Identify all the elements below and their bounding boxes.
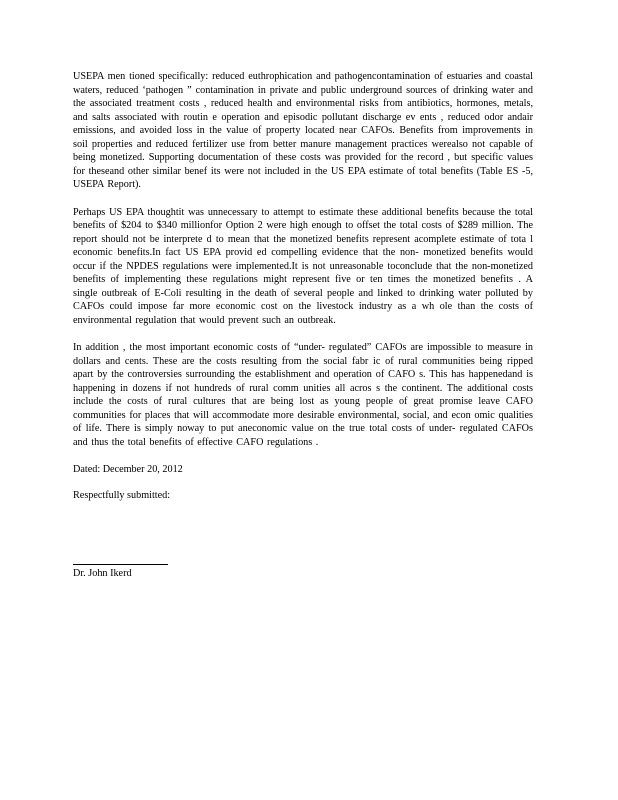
date-line: Dated: December 20, 2012 [73,464,183,475]
document-page [73,70,533,581]
signature-name: Dr. John Ikerd [73,568,132,579]
closing-line: Respectfully submitted: [73,489,171,501]
paragraph-usepa-benefits: USEPA men tioned specifically: reduced euthrophication and pathogencontamination of estuaries and coastal waters, reduced ‘pathogen ” contamination in private and public underground sources of drinking water and the associated treatment costs , reduced health and environmental risks from antibiotics, hormones, metals, and salts associated with routin e operation and episodic pollutant discharge ev ents , reduced odor andair emissions, and avoided loss in the value of property located near CAFOs. Benefits from improvements in soil properties and reduced fertilizer use from better manure management practices werealso not capable of being monetized. Supporting documentation of these costs was provided for the record , but specific values for theseand other similar benef its were not included in the US EPA estimate of total benefits (Table ES -5, USEPA Report). [73,71,533,190]
signature-line [73,564,168,565]
paragraph-monetized-benefits: Perhaps US EPA thoughtit was unnecessary to attempt to estimate these additional benefits because the total benefits of $204 to $340 millionfor Option 2 were high enough to offset the total costs of $289 million. The report should not be interprete d to mean that the monetized benefits represent acomplete estimate of tota l economic benefits.In fact US EPA provid ed compelling evidence that the non- monetized benefits would occur if the NPDES regulations were implemented.It is not unreasonable toconclude that the non-monetized benefits of implementing these regulations might represent five or ten times the monetized benefits . A single outbreak of E-Coli resulting in the death of several people and linked to drinking water polluted by CAFOs could impose far more economic cost on the livestock industry as a wh ole than the costs of environmental regulation that would prevent such an outbreak. [73,206,533,326]
paragraph-economic-costs: In addition , the most important economic costs of “under- regulated” CAFOs are impossible to measure in dollars and cents. These are the costs resulting from the social fabr ic of rural communities being ripped apart by the controversies surrounding the establishment and operation of CAFO s. This has happenedand is happening in dozens if not hundreds of rural comm unities all acros s the continent. The additional costs include the costs of rural cultures that are being lost as young people of great promise leave CAFO communities for places that will accommodate more desirable environmental, social, and econ omic qualities of life. There is simply noway to put aneconomic value on the true total costs of under- regulated CAFOs and thus the total benefits of effective CAFO regulations . [73,342,533,448]
signature-space [73,502,533,564]
